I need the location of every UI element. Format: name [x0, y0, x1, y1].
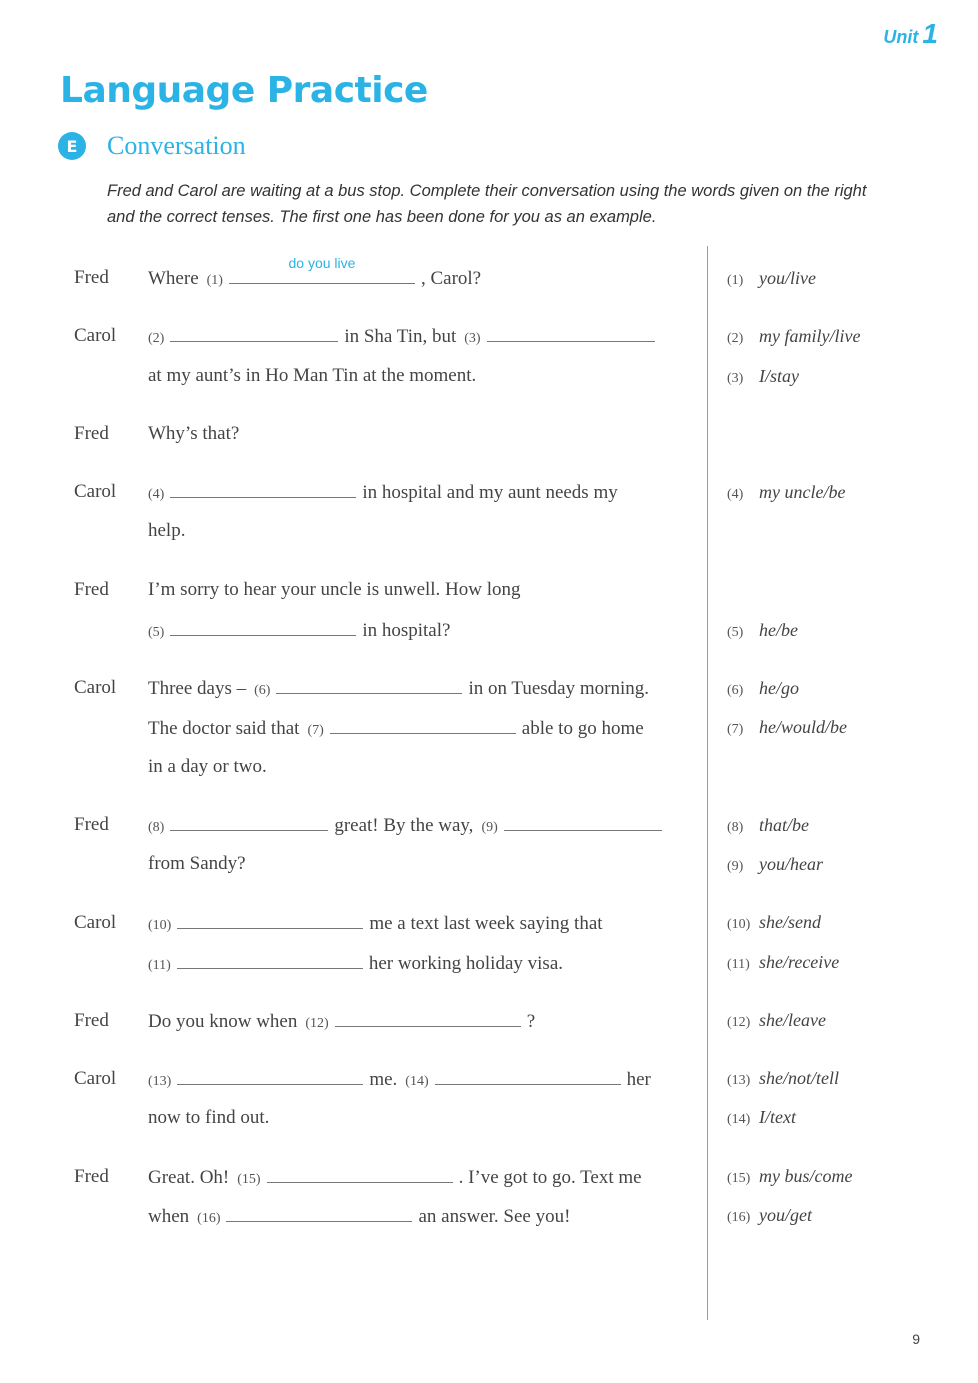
dialogue-line: help. — [148, 520, 186, 541]
section-heading — [58, 131, 246, 161]
dialogue-line: (5) in hospital? — [148, 620, 451, 641]
unit-label: Unit 1 — [883, 18, 938, 49]
dialogue-line: (11) her working holiday visa. — [148, 953, 563, 974]
answer-blank[interactable] — [229, 255, 415, 284]
answer-blank[interactable] — [170, 814, 328, 831]
answer-blank[interactable] — [170, 325, 338, 342]
hint-item: (6) he/go — [727, 678, 799, 698]
hint-item: (1) you/live — [727, 268, 816, 288]
speaker-label: Carol — [74, 677, 117, 698]
answer-blank[interactable] — [267, 1166, 453, 1183]
answer-blank[interactable] — [170, 619, 356, 636]
unit-number: 1 — [922, 18, 938, 49]
answer-blank[interactable] — [177, 1068, 363, 1085]
dialogue-line: at my aunt’s in Ho Man Tin at the moment. — [148, 365, 477, 386]
dialogue-line: Do you know when (12) ? — [148, 1011, 536, 1032]
dialogue-line: Where (1) do you live , Carol? — [148, 255, 482, 289]
answer-blank[interactable] — [330, 717, 516, 734]
page-number: 9 — [912, 1331, 920, 1347]
dialogue-line: (13) me. (14) her — [148, 1069, 651, 1090]
hint-item: (3) I/stay — [727, 366, 799, 386]
dialogue-line: Three days – (6) in on Tuesday morning. — [148, 678, 649, 699]
hint-item: (15) my bus/come — [727, 1166, 853, 1186]
answer-blank[interactable] — [177, 952, 363, 969]
answer-blank[interactable] — [335, 1010, 521, 1027]
speaker-label: Carol — [74, 481, 117, 502]
speaker-label: Fred — [74, 423, 109, 444]
hint-item: (8) that/be — [727, 815, 809, 835]
speaker-label: Fred — [74, 267, 109, 288]
speaker-label: Carol — [74, 325, 117, 346]
dialogue-line: I’m sorry to hear your uncle is unwell. How long — [148, 579, 521, 600]
section-title: Conversation — [107, 131, 246, 160]
dialogue-line: when (16) an answer. See you! — [148, 1206, 571, 1227]
dialogue-line: (4) in hospital and my aunt needs my — [148, 482, 618, 503]
dialogue-line: now to find out. — [148, 1107, 270, 1128]
answer-blank[interactable] — [276, 677, 462, 694]
example-answer: do you live — [288, 255, 356, 271]
dialogue-line: from Sandy? — [148, 853, 246, 874]
speaker-label: Carol — [74, 1068, 117, 1089]
hint-item: (16) you/get — [727, 1205, 812, 1225]
instructions: Fred and Carol are waiting at a bus stop. Complete their conversation using the words given on the right and the correct tenses. The first one has been done for you as an example. — [107, 182, 867, 226]
answer-blank[interactable] — [504, 814, 662, 831]
speaker-label: Fred — [74, 1010, 109, 1031]
page-title: Language Practice — [60, 70, 428, 111]
dialogue-line: in a day or two. — [148, 756, 267, 777]
dialogue-line: Why’s that? — [148, 423, 240, 444]
speaker-label: Fred — [74, 1166, 109, 1187]
dialogue-line: (8) great! By the way, (9) — [148, 814, 668, 837]
speaker-label: Fred — [74, 579, 109, 600]
hint-item: (12) she/leave — [727, 1010, 826, 1030]
dialogue-line: The doctor said that (7) able to go home — [148, 718, 644, 739]
hint-item: (14) I/text — [727, 1107, 796, 1127]
column-divider — [707, 246, 708, 1320]
hint-item: (5) he/be — [727, 620, 798, 640]
speaker-label: Carol — [74, 912, 117, 933]
hint-item: (10) she/send — [727, 912, 821, 932]
dialogue-line: (2) in Sha Tin, but (3) — [148, 325, 661, 348]
answer-blank[interactable] — [487, 325, 655, 342]
dialogue-line: (10) me a text last week saying that — [148, 913, 603, 934]
answer-blank[interactable] — [226, 1205, 412, 1222]
hint-item: (2) my family/live — [727, 326, 861, 346]
answer-blank[interactable] — [170, 481, 356, 498]
answer-blank[interactable] — [435, 1068, 621, 1085]
hint-item: (9) you/hear — [727, 854, 823, 874]
hint-item: (4) my uncle/be — [727, 482, 846, 502]
hint-item: (7) he/would/be — [727, 717, 847, 737]
hint-item: (11) she/receive — [727, 952, 840, 972]
section-letter-badge: E — [58, 132, 86, 160]
speaker-label: Fred — [74, 814, 109, 835]
hint-item: (13) she/not/tell — [727, 1068, 839, 1088]
answer-blank[interactable] — [177, 912, 363, 929]
dialogue-line: Great. Oh! (15) . I’ve got to go. Text me — [148, 1167, 642, 1188]
